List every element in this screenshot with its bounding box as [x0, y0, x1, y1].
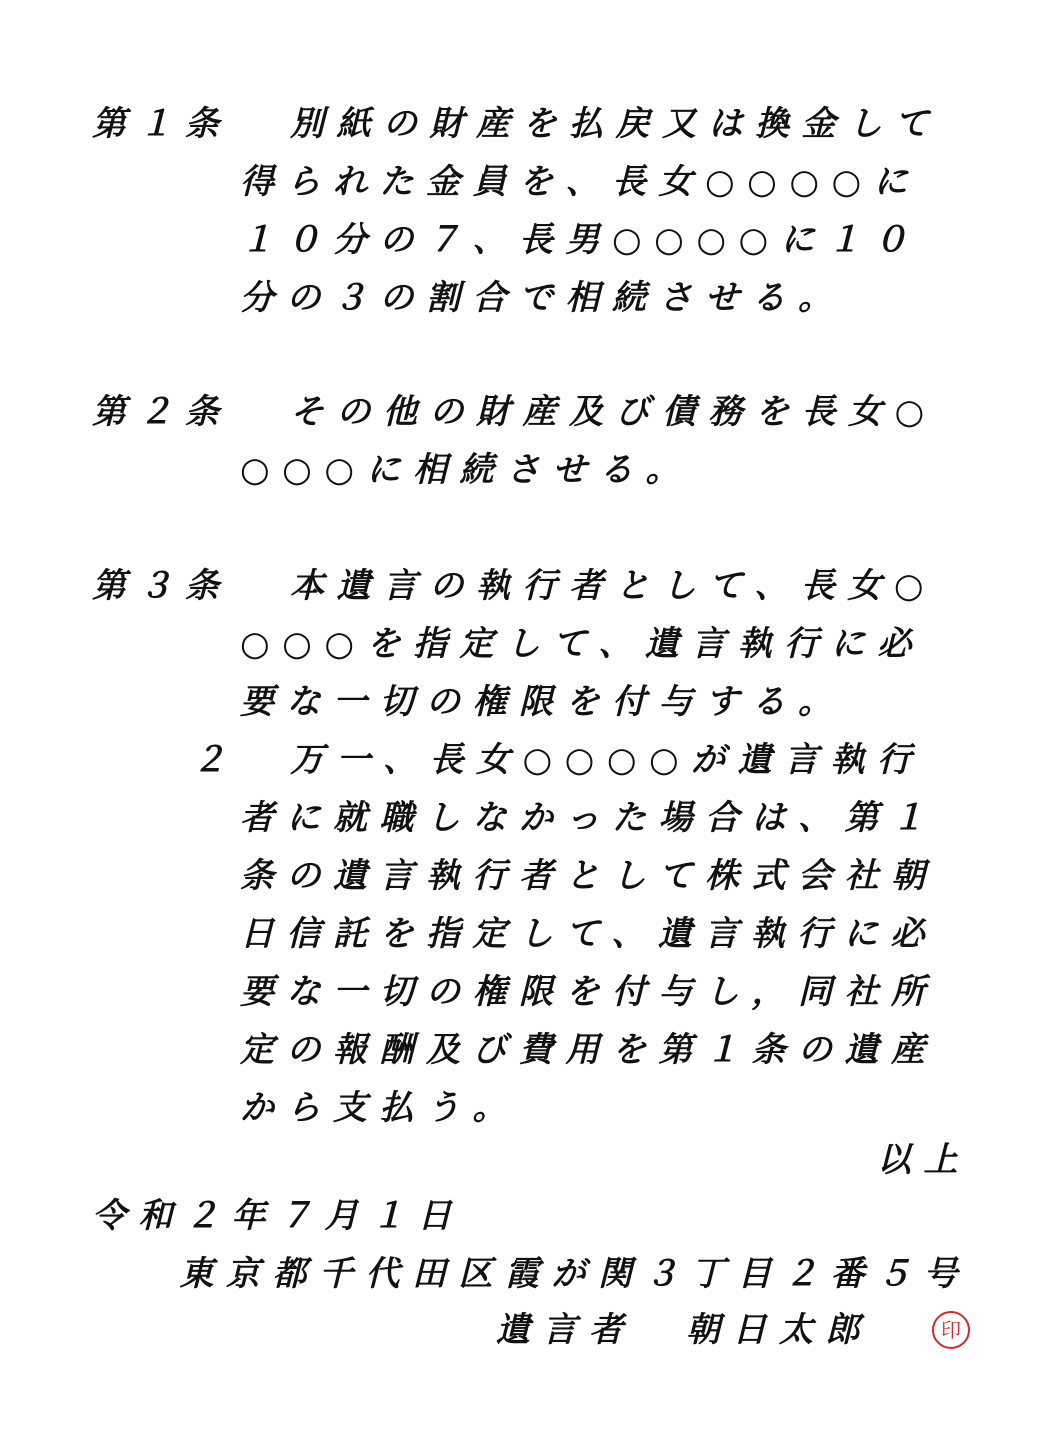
article-2-line-2: ○○○に相続させる。	[240, 450, 693, 490]
article-3-label: 第３条	[92, 566, 232, 606]
article-3-para-2-line-5: 要な一切の権限を付与し，同社所	[240, 972, 938, 1012]
article-1-line-2: 得られた金員を、長女○○○○に	[240, 162, 921, 202]
seal-stamp: 印	[932, 1311, 970, 1349]
testator-label: 遺言者	[496, 1310, 636, 1350]
article-3-line-3: 要な一切の権限を付与する。	[240, 682, 845, 722]
article-3-para-2-line-4: 日信託を指定して、遺言執行に必	[240, 914, 937, 954]
testator-name: 朝日太郎	[686, 1310, 872, 1350]
article-2-label: 第２条	[92, 392, 232, 432]
article-3-para-2-line-3: 条の遺言執行者として株式会社朝	[240, 856, 938, 896]
article-3-para-2-line-1: 万一、長女○○○○が遺言執行	[290, 740, 924, 780]
article-3-para-2-line-7: から支払う。	[240, 1088, 519, 1128]
article-3-para-2-number: ２	[192, 740, 239, 780]
article-3-line-1: 本遺言の執行者として、長女○	[290, 566, 936, 606]
article-1-label: 第１条	[92, 104, 232, 144]
article-1-line-1: 別紙の財産を払戻又は換金して	[290, 104, 941, 144]
article-3-line-2: ○○○を指定して、遺言執行に必	[240, 624, 924, 664]
closing-text: 以上	[877, 1140, 970, 1180]
article-1-line-4: 分の３の割合で相続させる。	[240, 278, 845, 318]
date: 令和２年７月１日	[92, 1196, 464, 1236]
article-1-line-3: １０分の７、長男○○○○に１０	[240, 220, 921, 260]
article-3-para-2-line-6: 定の報酬及び費用を第１条の遺産	[240, 1030, 938, 1070]
address: 東京都千代田区霞が関３丁目２番５号	[179, 1254, 970, 1294]
article-2-line-1: その他の財産及び債務を長女○	[290, 392, 937, 432]
article-3-para-2-line-2: 者に就職しなかった場合は、第１	[240, 798, 938, 838]
